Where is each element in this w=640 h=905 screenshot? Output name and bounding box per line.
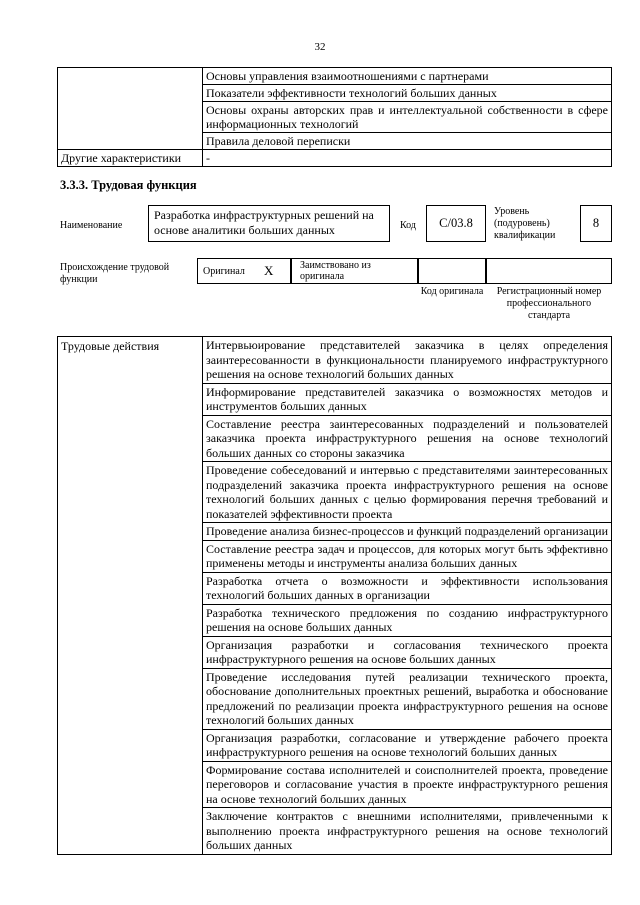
labor-action-item: Разработка технического предложения по созданию инфраструктурного решения на основе больших данных <box>203 604 612 636</box>
level-label: Уровень (подуровень) квалификации <box>494 206 556 241</box>
code-label: Код <box>400 220 416 231</box>
origin-label: Происхождение трудовой функции <box>60 262 170 285</box>
empty-label-cell <box>58 68 203 150</box>
name-label: Наименование <box>60 220 123 231</box>
code-original-caption: Код оригинала <box>420 286 484 297</box>
labor-actions-label: Трудовые действия <box>58 337 203 855</box>
code-original-cell <box>418 258 486 284</box>
original-label: Оригинал <box>203 266 245 277</box>
knowledge-item: Показатели эффективности технологий больших данных <box>203 85 612 102</box>
labor-action-item: Организация разработки и согласования технического проекта инфраструктурного решения на основе больших данных <box>203 636 612 668</box>
other-characteristics-label: Другие характеристики <box>58 150 203 167</box>
table-row <box>58 68 612 85</box>
page-number: 32 <box>314 41 326 53</box>
borrowed-cell <box>291 258 418 284</box>
labor-action-item: Формирование состава исполнителей и соисполнителей проекта, проведение переговоров и согласование участия в проекте инфраструктурного решения на основе технологий больших данных <box>203 761 612 808</box>
reg-number-cell <box>486 258 612 284</box>
original-mark: X <box>264 263 274 278</box>
knowledge-item: Основы охраны авторских прав и интеллектуальной собственности в сфере информационных технологий <box>203 102 612 133</box>
table-row <box>58 337 612 384</box>
labor-actions-table <box>57 336 612 855</box>
section-title: 3.3.3. Трудовая функция <box>60 178 197 192</box>
labor-action-item: Интервьюирование представителей заказчика в целях определения заинтересованности в функциональности планируемого инфраструктурного решения на основе технологий больших данных <box>203 337 612 384</box>
reg-number-caption: Регистрационный номер профессионального стандарта <box>496 286 602 321</box>
other-characteristics-value: - <box>203 150 612 167</box>
code-value: C/03.8 <box>426 205 486 242</box>
labor-action-item: Организация разработки, согласование и утверждение рабочего проекта инфраструктурного решения на основе технологий больших данных <box>203 729 612 761</box>
knowledge-item: Правила деловой переписки <box>203 133 612 150</box>
borrowed-label: Заимствовано из оригинала <box>300 260 371 282</box>
labor-action-item: Заключение контрактов с внешними исполнителями, привлеченными к выполнению проекта инфраструктурного решения на основе технологий больших данных <box>203 808 612 855</box>
labor-action-item: Составление реестра задач и процессов, для которых могут быть эффективно применены методы и инструменты анализа больших данных <box>203 540 612 572</box>
labor-action-item: Разработка отчета о возможности и эффективности использования технологий больших данных в организации <box>203 572 612 604</box>
continuation-table <box>57 67 612 167</box>
labor-action-item: Проведение исследования путей реализации технического проекта, обоснование дополнительных проектных решений, выработка и обоснование предложений по реализации проекта инфраструктурного решения на основе технологий больших данных <box>203 668 612 729</box>
labor-action-item: Проведение собеседований и интервью с представителями заинтересованных подразделений заказчика проекта инфраструктурного решения на основе технологий больших данных с целью формирования перечня требований и показателей эффективности проекта <box>203 462 612 523</box>
labor-action-item: Составление реестра заинтересованных подразделений и пользователей заказчика проекта инфраструктурного решения на основе технологий больших данных со стороны заказчика <box>203 415 612 462</box>
name-value: Разработка инфраструктурных решений на основе аналитики больших данных <box>148 205 390 242</box>
original-cell <box>197 258 291 284</box>
knowledge-item: Основы управления взаимоотношениями с партнерами <box>203 68 612 85</box>
level-value: 8 <box>580 205 612 242</box>
labor-action-item: Информирование представителей заказчика о возможностях методов и инструментов больших данных <box>203 383 612 415</box>
table-row <box>58 150 612 167</box>
labor-action-item: Проведение анализа бизнес-процессов и функций подразделений организации <box>203 523 612 541</box>
